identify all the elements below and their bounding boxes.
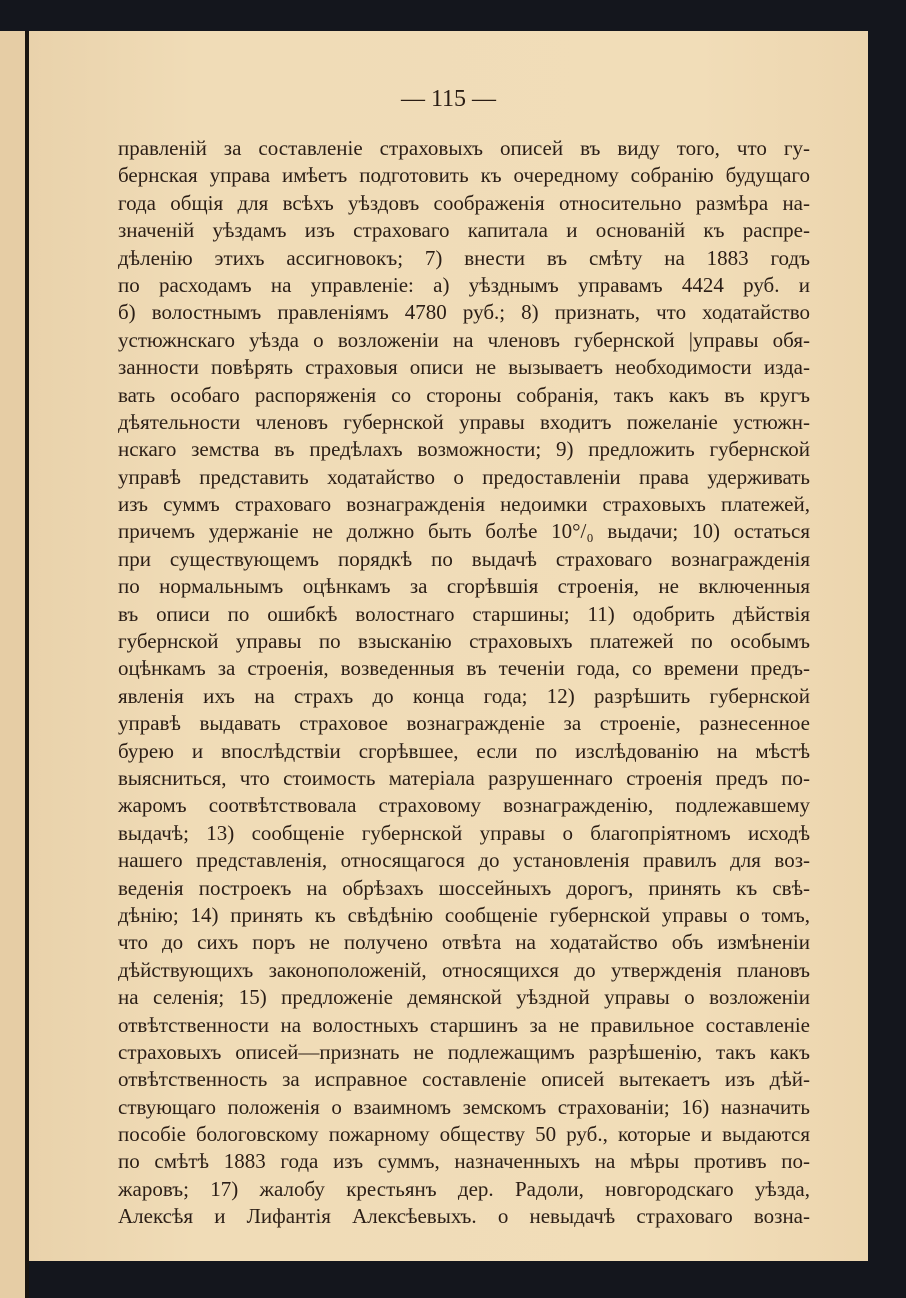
text-line: б) волостнымъ правленіямъ 4780 руб.; 8) признать, что ходатайство	[118, 300, 810, 325]
text-line: по смѣтѣ 1883 года изъ суммъ, назначенныхъ на мѣры противъ по-	[118, 1149, 810, 1174]
text-line: дѣнію; 14) принять къ свѣдѣнію сообщеніе губернской управы о томъ,	[118, 902, 810, 927]
text-line: правленій за составленіе страховыхъ описей въ виду того, что гу-	[118, 136, 810, 160]
text-line: по расходамъ на управленіе: а) уѣзднымъ управамъ 4424 руб. и	[118, 272, 810, 297]
text-line: бурею и впослѣдствіи сгорѣвшее, если по изслѣдованію на мѣстѣ	[118, 738, 810, 763]
text-line: явленія ихъ на страхъ до конца года; 12) разрѣшить губернской	[118, 683, 810, 708]
text-line: отвѣтственность за исправное составленіе описей вытекаетъ изъ дѣй-	[118, 1067, 810, 1092]
text-line: управѣ выдавать страховое вознагражденіе за строеніе, разнесенное	[118, 711, 810, 736]
text-line: нскаго земства въ предѣлахъ возможности; 9) предложить губернской	[118, 437, 810, 462]
text-line: жаровъ; 17) жалобу крестьянъ дер. Радоли, новгородскаго уѣзда,	[118, 1176, 810, 1201]
text-line: устюжнскаго уѣзда о возложеніи на членовъ губернской |управы обя-	[118, 327, 810, 352]
text-line: значеній уѣздамъ изъ страховаго капитала и основаній къ распре-	[118, 218, 810, 243]
text-line: дѣйствующихъ законоположеній, относящихся до утвержденія плановъ	[118, 957, 810, 982]
text-line: оцѣнкамъ за строенія, возведенныя въ теченіи года, со времени предъ-	[118, 656, 810, 681]
text-line: занности повѣрять страховыя описи не вызываетъ необходимости изда-	[118, 355, 810, 380]
text-line: причемъ удержаніе не должно быть болѣе 10°/₀ выдачи; 10) остаться	[118, 519, 810, 544]
text-line: отвѣтственности на волостныхъ старшинъ за не правильное составленіе	[118, 1012, 810, 1037]
text-line: дѣленію этихъ ассигновокъ; 7) внести въ смѣту на 1883 годъ	[118, 245, 810, 270]
text-line: нашего представленія, относящагося до установленія правилъ для воз-	[118, 848, 810, 873]
previous-page-edge	[0, 31, 25, 1298]
text-line: управѣ представить ходатайство о предоставленіи права удерживать	[118, 464, 810, 489]
text-line: въ описи по ошибкѣ волостнаго старшины; 11) одобрить дѣйствія	[118, 601, 810, 626]
text-line: выдачѣ; 13) сообщеніе губернской управы о благопріятномъ исходѣ	[118, 820, 810, 845]
text-line: года общія для всѣхъ уѣздовъ соображенія относительно размѣра на-	[118, 190, 810, 215]
text-line: пособіе бологовскому пожарному обществу 50 руб., которые и выдаются	[118, 1122, 810, 1147]
text-line: на селенія; 15) предложеніе демянской уѣздной управы о возложеніи	[118, 985, 810, 1010]
text-line: что до сихъ поръ не получено отвѣта на ходатайство объ измѣненіи	[118, 930, 810, 955]
text-line: губернской управы по взысканію страховыхъ платежей по особымъ	[118, 629, 810, 654]
text-line: страховыхъ описей—признать не подлежащимъ разрѣшенію, такъ какъ	[118, 1039, 810, 1064]
text-line: по нормальнымъ оцѣнкамъ за сгорѣвшія строенія, не включенныя	[118, 574, 810, 599]
text-line: вать особаго распоряженія со стороны собранія, такъ какъ въ кругъ	[118, 382, 810, 407]
text-line: изъ суммъ страховаго вознагражденія недоимки страховыхъ платежей,	[118, 492, 810, 517]
text-line: выясниться, что стоимость матеріала разрушеннаго строенія предъ по-	[118, 765, 810, 790]
text-line: бернская управа имѣетъ подготовить къ очередному собранію будущаго	[118, 163, 810, 188]
text-line: при существующемъ порядкѣ по выдачѣ страховаго вознагражденія	[118, 546, 810, 571]
body-text	[118, 135, 810, 1231]
text-line: жаромъ соотвѣтствовала страховому вознагражденію, подлежавшему	[118, 793, 810, 818]
page-number: — 115 —	[400, 86, 497, 112]
text-line: Алексѣя и Лифантія Алексѣевыхъ. о невыдачѣ страховаго возна-	[118, 1204, 810, 1229]
text-line: дѣятельности членовъ губернской управы входитъ пожеланіе устюжн-	[118, 409, 810, 434]
text-line: веденія построекъ на обрѣзахъ шоссейныхъ дорогъ, принять къ свѣ-	[118, 875, 810, 900]
text-line: ствующаго положенія о взаимномъ земскомъ страхованіи; 16) назначить	[118, 1094, 810, 1119]
document-page	[29, 31, 868, 1261]
